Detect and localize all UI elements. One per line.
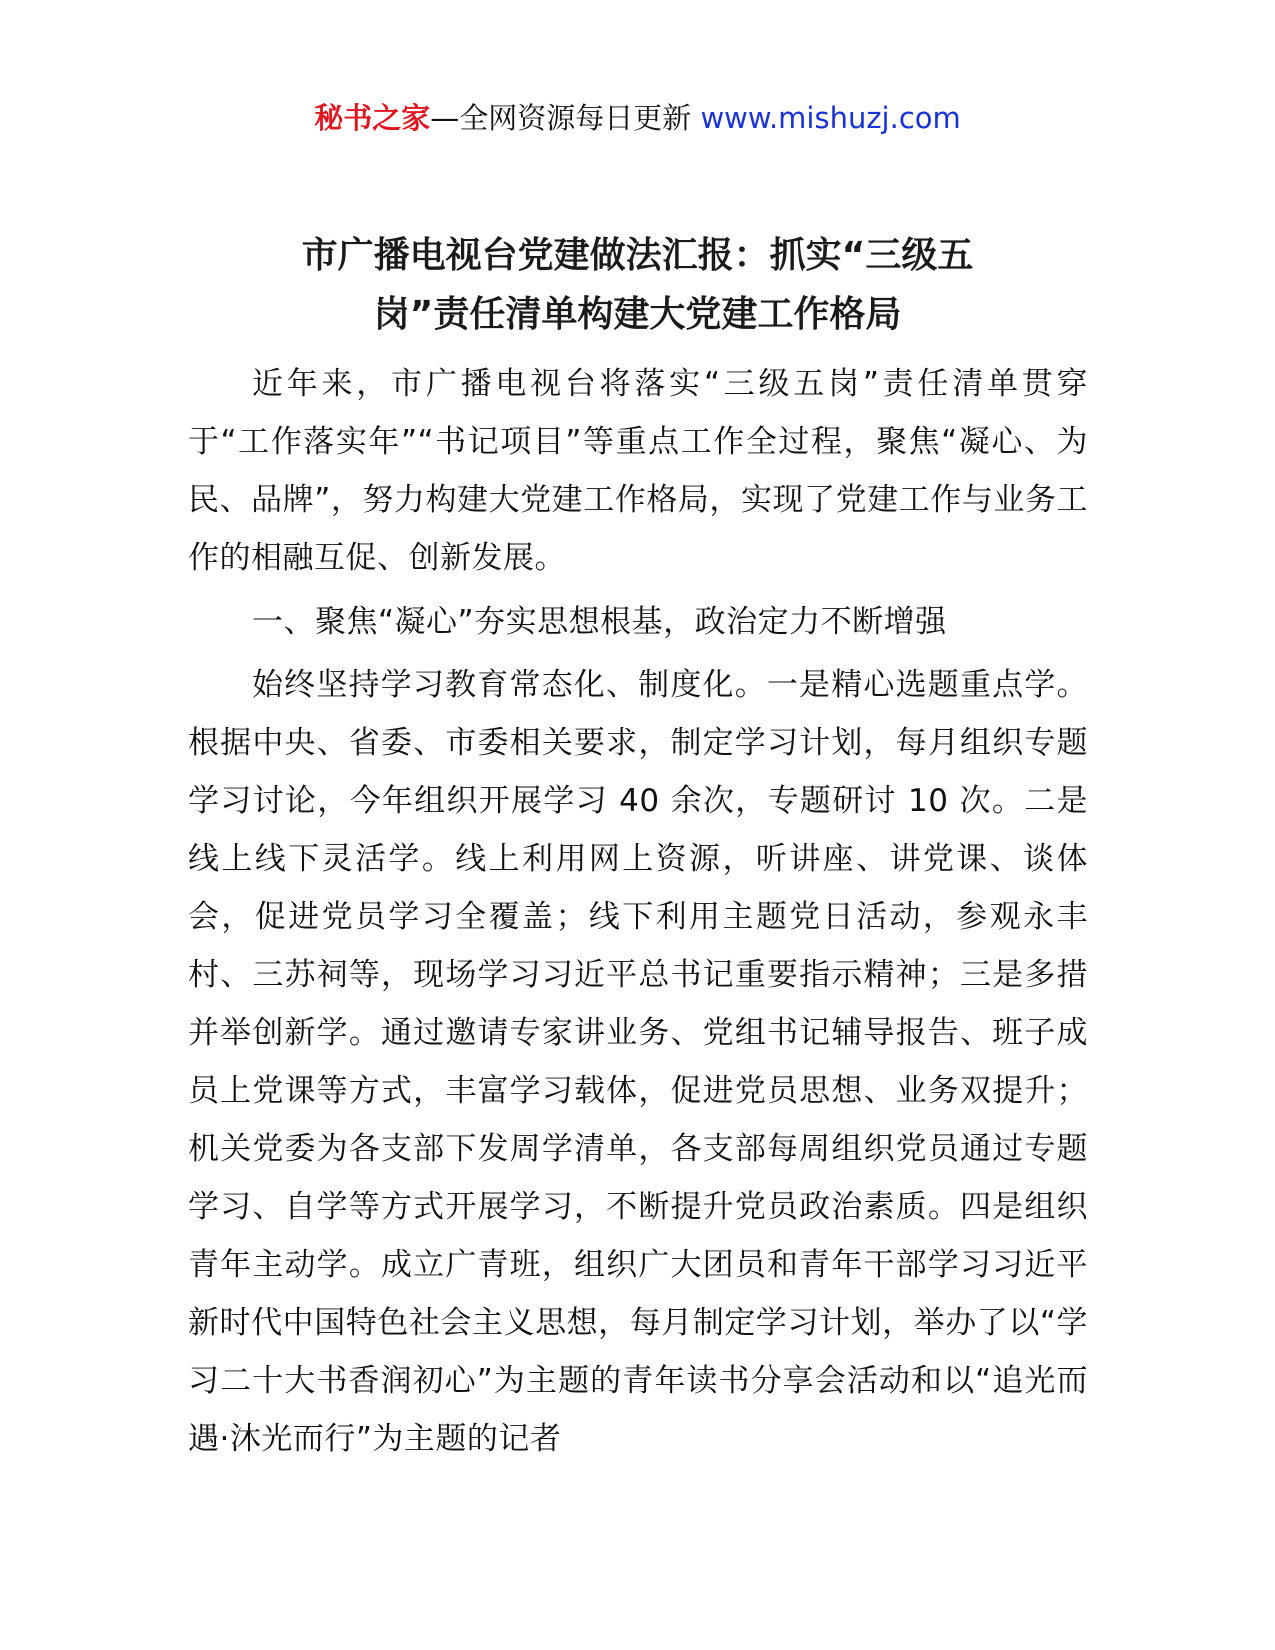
title-line-2: 岗”责任清单构建大党建工作格局: [373, 294, 902, 335]
title-line-1: 市广播电视台党建做法汇报：抓实“三级五: [301, 235, 974, 276]
header-tagline: —全网资源每日更新: [430, 101, 692, 135]
intro-paragraph: 近年来，市广播电视台将落实“三级五岗”责任清单贯穿于“工作落实年”“书记项目”等重点工作全过程，聚焦“凝心、为民、品牌”，努力构建大党建工作格局，实现了党建工作与业务工作的相融互促、创新发展。: [188, 366, 1088, 576]
section-1-heading: 一、聚焦“凝心”夯实思想根基，政治定力不断增强: [252, 604, 947, 640]
section-1-paragraph: 始终坚持学习教育常态化、制度化。一是精心选题重点学。根据中央、省委、市委相关要求，制定学习计划，每月组织专题学习讨论，今年组织开展学习 40 余次，专题研讨 10 次。二是线上线下灵活学。线上利用网上资源，听讲座、讲党课、谈体会，促进党员学习全覆盖；线下利用主题党日活动，参观永丰村、三苏祠等，现场学习习近平总书记重要指示精神；三是多措并举创新学。通过邀请专家讲业务、党组书记辅导报告、班子成员上党课等方式，丰富学习载体，促进党员思想、业务双提升；机关党委为各支部下发周学清单，各支部每周组织党员通过专题学习、自学等方式开展学习，不断提升党员政治素质。四是组织青年主动学。成立广青班，组织广大团员和青年干部学习习近平新时代中国特色社会主义思想，每月制定学习计划，举办了以“学习二十大书香润初心”为主题的青年读书分享会活动和以“追光而遇·沐光而行”为主题的记者: [188, 667, 1088, 1457]
section-heading-block: [188, 593, 1088, 651]
section-body-block: [188, 656, 1088, 1468]
intro-paragraph-block: [188, 355, 1088, 587]
site-url-link[interactable]: www.mishuzj.com: [700, 101, 961, 135]
document-title: [150, 226, 1125, 344]
site-header: [0, 98, 1275, 138]
brand-name: 秘书之家: [314, 101, 431, 135]
